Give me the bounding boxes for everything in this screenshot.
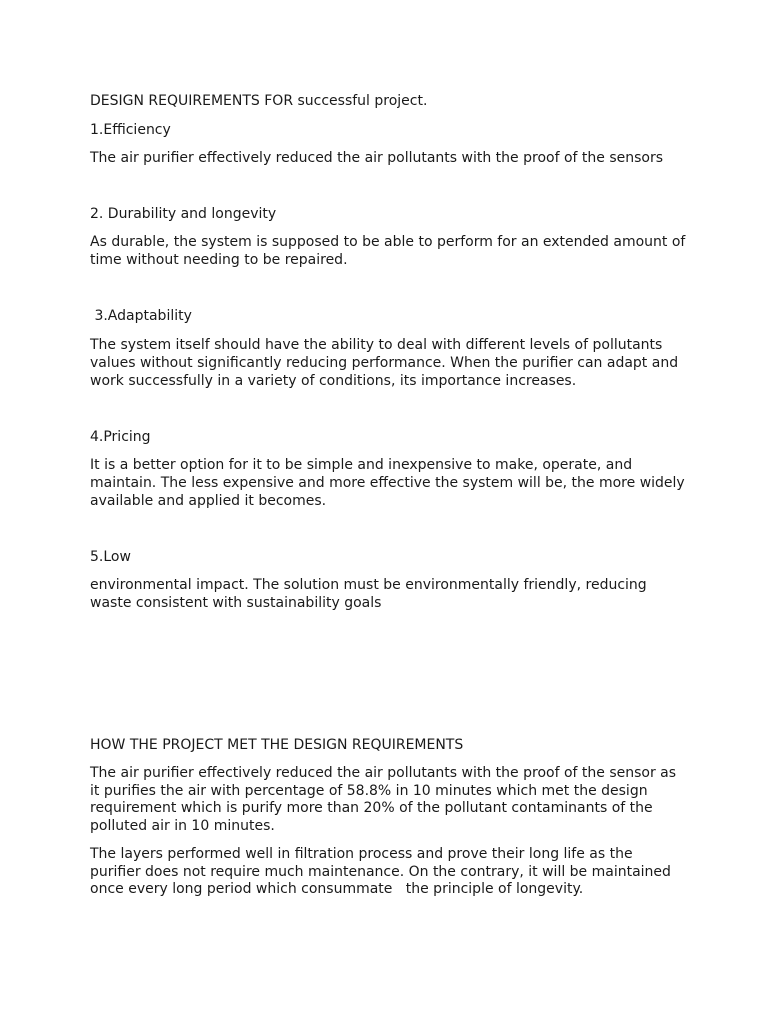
requirement-body-pricing-line-3: available and applied it becomes. bbox=[90, 493, 327, 509]
document-title: DESIGN REQUIREMENTS FOR successful project. bbox=[90, 93, 428, 109]
requirement-body-durability-line-2: time without needing to be repaired. bbox=[90, 252, 348, 268]
how-met-paragraph-1-line-2: it purifies the air with percentage of 58.8% in 10 minutes which met the design bbox=[90, 783, 648, 799]
how-met-paragraph-2-line-3: once every long period which consummate the principle of longevity. bbox=[90, 881, 584, 897]
how-met-paragraph-1-line-1: The air purifier effectively reduced the air pollutants with the proof of the sensor as bbox=[90, 765, 677, 781]
requirement-body-adaptability-line-2: values without significantly reducing performance. When the purifier can adapt and bbox=[90, 355, 679, 371]
requirement-body-durability-line-1: As durable, the system is supposed to be able to perform for an extended amount of bbox=[90, 234, 686, 250]
requirement-body-pricing-line-1: It is a better option for it to be simple and inexpensive to make, operate, and bbox=[90, 457, 633, 473]
requirement-body-adaptability-line-1: The system itself should have the ability to deal with different levels of pollutants bbox=[90, 337, 663, 353]
requirement-body-efficiency: The air purifier effectively reduced the air pollutants with the proof of the sensors bbox=[90, 150, 664, 166]
requirement-heading-durability: 2. Durability and longevity bbox=[90, 206, 277, 222]
requirement-heading-low-impact: 5.Low bbox=[90, 549, 131, 565]
how-met-paragraph-1-line-3: requirement which is purify more than 20% of the pollutant contaminants of the bbox=[90, 800, 653, 816]
requirement-body-low-impact-line-2: waste consistent with sustainability goals bbox=[90, 595, 382, 611]
requirement-body-adaptability-line-3: work successfully in a variety of conditions, its importance increases. bbox=[90, 373, 577, 389]
requirement-body-low-impact-line-1: environmental impact. The solution must be environmentally friendly, reducing bbox=[90, 577, 647, 593]
how-met-paragraph-2-line-1: The layers performed well in filtration process and prove their long life as the bbox=[90, 846, 633, 862]
section-heading-how-met: HOW THE PROJECT MET THE DESIGN REQUIREMENTS bbox=[90, 737, 464, 753]
requirement-heading-adaptability: 3.Adaptability bbox=[90, 308, 192, 324]
how-met-paragraph-1-line-4: polluted air in 10 minutes. bbox=[90, 818, 275, 834]
how-met-paragraph-2-line-2: purifier does not require much maintenance. On the contrary, it will be maintained bbox=[90, 864, 671, 880]
requirement-heading-pricing: 4.Pricing bbox=[90, 429, 151, 445]
requirement-heading-efficiency: 1.Efficiency bbox=[90, 122, 171, 138]
requirement-body-pricing-line-2: maintain. The less expensive and more effective the system will be, the more widely bbox=[90, 475, 685, 491]
